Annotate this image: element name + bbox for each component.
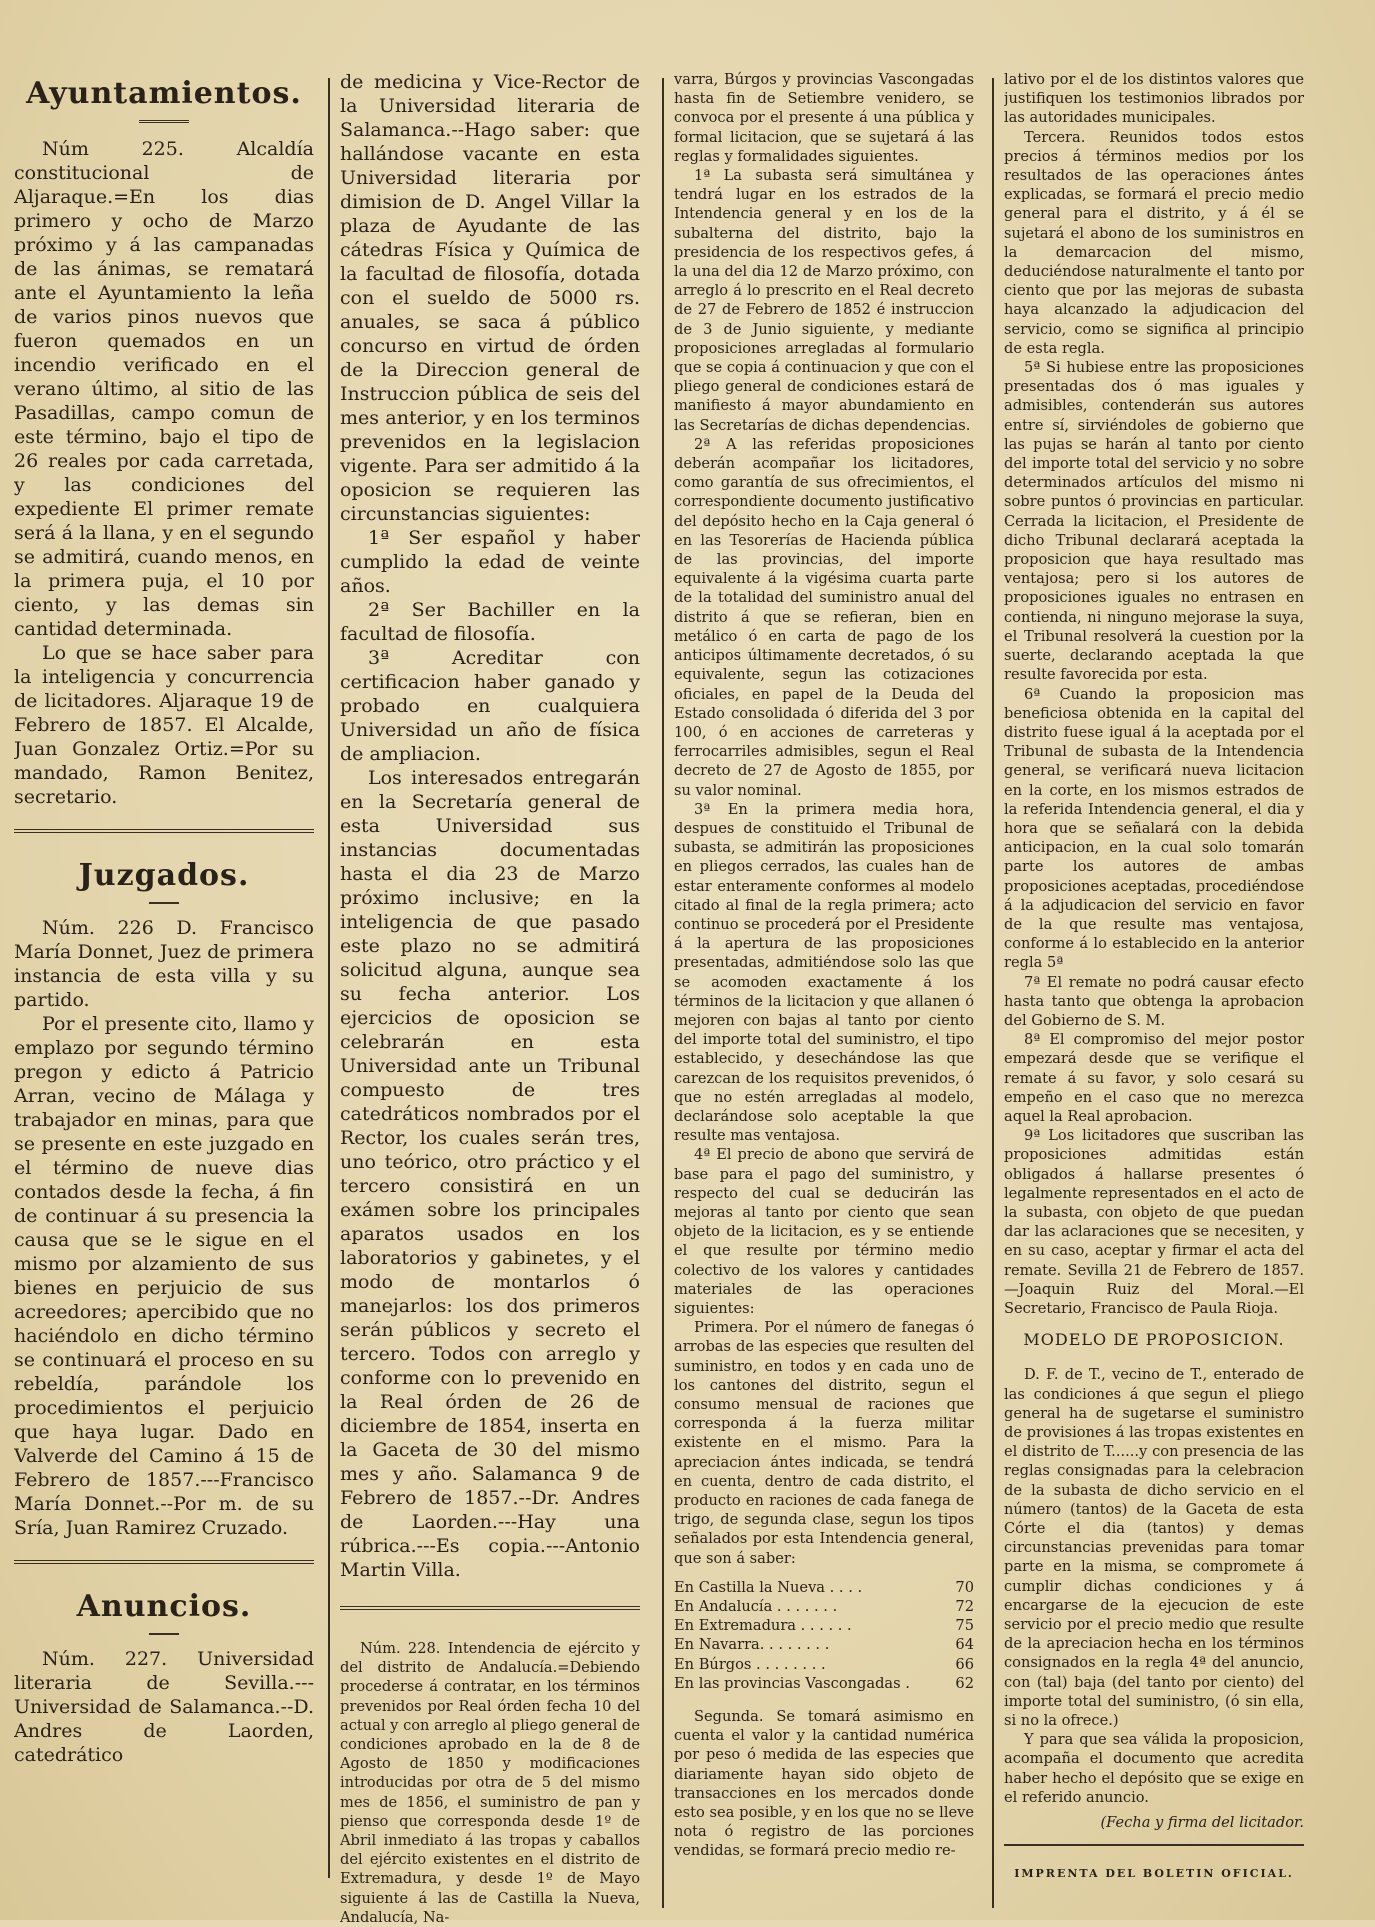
rule-5: 5ª Si hubiese entre las proposiciones presentadas dos ó mas iguales y admisibles, contenderán sus autores entre sí, sirviéndoles de gobierno que las pujas se harán al tanto por ciento del importe total del servicio y no sobre determinados artículos del mismo ni sobre puntos ó provincias en particular. Cerrada la licitacion, el Presidente de dicho Tribunal declarará aceptada la proposicion que haya resultado mas ventajosa; pero si los autores de proposiciones iguales no entrasen en contienda, ni ninguno mejorase la suya, el Tribunal resolverá la cuestion por la suerte, declarando aceptada la que resulte favorecida por esta. <box>1004 359 1304 684</box>
notice-227-closing: Los interesados entregarán en la Secretaría general de esta Universidad sus instancias documentadas hasta el dia 23 de Marzo próximo inclusive; en la inteligencia de que pasado este plazo no se admitirá solicitud alguna, aunque sea su fecha anterior. Los ejercicios de oposicion se celebrarán en esta Universidad ante un Tribunal compuesto de tres catedráticos nombrados por el Rector, los cuales serán tres, uno teórico, otro práctico y el tercero consistirá en un exámen sobre los principales aparatos usados en los laboratorios y gabinetes, y el modo de montarlos ó manejarlos: los dos primeros serán públicos y secreto el tercero. Todos con arreglo y conforme con lo prevenido en la Real órden de 26 de diciembre de 1854, inserta en la Gaceta de 30 del mismo mes y año. Salamanca 9 de Febrero de 1857.--Dr. Andres de Laorden.---Hay una rúbrica.---Es copia.---Antonio Martin Villa. <box>340 767 640 1581</box>
column-rule <box>992 78 994 1908</box>
model-closing: Y para que sea válida la proposicion, acompaña el documento que acredita haber hecho el depósito que se exige en el referido anuncio. <box>1004 1731 1304 1806</box>
column-rule <box>662 78 664 1908</box>
notice-226-body: Por el presente cito, llamo y emplazo por segundo término pregon y edicto á Patricio Arran, vecino de Málaga y trabajador en minas, para que se presente en este juzgado en el término de nueve dias contados desde la fecha, á fin de continuar á su presencia la causa que se le sigue en el mismo por alzamiento de sus bienes en perjuicio de sus acreedores; apercibido que no haciéndolo en dicho término se continuará el proceso en su rebeldía, parándole los procedimientos el perjuicio que haya lugar. Dado en Valverde del Camino á 15 de Febrero de 1857.---Francisco María Donnet.--Por m. de su Sría, Juan Ramirez Cruzado. <box>14 1013 314 1539</box>
rule-6: 6ª Cuando la proposicion mas beneficiosa obtenida en la capital del distrito fuese igual á la aceptada por el Tribunal de subasta de la Intendencia general, se verificará nueva licitacion en la corte, en los mismos estrados de la referida Intendencia general, el dia y hora que se señalará con la debida anticipacion, en la cual solo tomarán parte los autores de ambas proposiciones aceptadas, procediéndose á la adjudicacion del servicio en favor de la que resulte mas ventajosa, conforme á lo establecido en la anterior regla 5ª <box>1004 685 1304 972</box>
notice-225-closing: Lo que se hace saber para la inteligencia y concurrencia de licitadores. Aljaraque 19 de Febrero de 1857. El Alcalde, Juan Gonzalez Ortiz.=Por su mandado, Ramon Benitez, secretario. <box>14 642 314 808</box>
rule-7: 7ª El remate no podrá causar efecto hasta tanto que obtenga la aprobacion del Gobierno de S. M. <box>1004 973 1304 1029</box>
requirement-2: 2ª Ser Bachiller en la facultad de filosofía. <box>340 599 640 645</box>
column-1 <box>14 70 314 1767</box>
rule-3: 3ª En la primera media hora, despues de constituido el Tribunal de subasta, se admitirán las proposiciones en pliegos cerrados, las cuales han de estar enteramente conformes al modelo citado al final de la regla primera; acto continuo se procederá por el Presidente á la apertura de las proposiciones presentadas, admitiéndose solo las que se acomoden exactamente á los términos de la licitacion y que allanen ó mejoren con bajas al tanto por ciento del importe total del suministro, el tipo establecido, y desechándose las que carezcan de los requisitos prevenidos, ó que no estén arregladas al modelo, declarándose solo aceptable la que resulte mas ventajosa. <box>674 800 974 1145</box>
list-item: En Navarra. . . . . . . . 64 <box>674 1636 974 1654</box>
signature-line: (Fecha y firma del licitador. <box>1100 1814 1304 1832</box>
list-item: En Andalucía . . . . . . . 72 <box>674 1598 974 1616</box>
section-heading-juzgados: Juzgados. <box>78 858 250 893</box>
list-item: En Búrgos . . . . . . . . 66 <box>674 1655 974 1673</box>
notice-227-start: Núm. 227. Universidad literaria de Sevilla.---Universidad de Salamanca.--D. Andres de Laorden, catedrático <box>14 1648 314 1766</box>
column-3 <box>674 70 974 1861</box>
section-separator <box>14 829 314 836</box>
rule-2: 2ª A las referidas proposiciones deberán acompañar los licitadores, como garantía de sus ofrecimientos, el correspondiente documento justificativo del depósito hecho en la Caja general ó en las Tesorerías de Hacienda pública de las provincias, del importe equivalente á la vigésima cuarta parte de la totalidad del suministro anual del distrito á que se refieran, bien en metálico ó en carta de pago de los anticipos últimamente decretados, ó su equivalente, segun las cotizaciones oficiales, en papel de la Deuda del Estado consolidada ó diferida del 3 por 100, ó en acciones de carreteras y ferrocarriles admisibles, segun el Real decreto de 27 de Agosto de 1855, por su valor nominal. <box>674 435 974 799</box>
ornament-rule <box>149 1633 179 1635</box>
rule-4: 4ª El precio de abono que servirá de base para el pago del suministro, y respecto del cual se deducirán las mejoras al tanto por ciento que sean objeto de la licitacion, es y se entiende el que resulte por término medio colectivo de los valores y cantidades materiales de las operaciones siguientes: <box>674 1146 974 1317</box>
rule-8: 8ª El compromiso del mejor postor empezará desde que se verifique el remate á su favor, y solo cesará su empeño en el caso que no merezca aquel la Real aprobacion. <box>1004 1031 1304 1125</box>
ration-list <box>674 1578 974 1693</box>
rule-9: 9ª Los licitadores que suscriban las proposiciones admitidas están obligados á hallarse presentes ó legalmente representados en el acto de la subasta, con objeto de que puedan dar las aclaraciones que se necesiten, y en su caso, aceptar y firmar el acta del remate. Sevilla 21 de Febrero de 1857. —Joaquin Ruiz del Moral.—El Secretario, Francisco de Paula Rioja. <box>1004 1127 1304 1317</box>
rule-4-segunda: Segunda. Se tomará asimismo en cuenta el valor y la cantidad numérica por peso ó medida de las especies que diariamente hayan sido objeto de transacciones en los mercados donde esto sea posible, y en los que no se lleve nota ó registro de las porciones vendidas, se formará precio medio re- <box>674 1708 974 1860</box>
rule-4-continued: lativo por el de los distintos valores que justifiquen los testimonios librados por las autoridades municipales. <box>1004 71 1304 127</box>
column-4 <box>1004 70 1304 1883</box>
footer-rule <box>1004 1844 1304 1846</box>
rule-4-tercera: Tercera. Reunidos todos estos precios á términos medios por los resultados de las operaciones ántes explicadas, se formará el precio medio general para el distrito, y á él se sujetará el abono de los suministros en la demarcacion del mismo, deduciéndose naturalmente el tanto por ciento que por las mejoras de subasta haya alcanzado la adjudicacion del servicio, como se significa al principio de esta regla. <box>1004 128 1304 357</box>
column-rule <box>328 78 330 1878</box>
model-heading: MODELO DE PROPOSICION. <box>1023 1330 1285 1350</box>
list-item: En las provincias Vascongadas . 62 <box>674 1674 974 1692</box>
printer-imprint: IMPRENTA DEL BOLETIN OFICIAL. <box>1014 1867 1294 1881</box>
ornament-rule <box>149 902 179 904</box>
notice-228-continued: varra, Búrgos y provincias Vascongadas hasta fin de Setiembre venidero, se convoca por el presente á una pública y formal licitacion, que se sujetará á las reglas y formalidades siguientes. <box>674 71 974 165</box>
notice-225: Núm 225. Alcaldía constitucional de Aljaraque.=En los dias primero y ocho de Marzo próximo y á las campanadas de las ánimas, se rematará ante el Ayuntamiento la leña de varios pinos nuevos que fueron quemados en un incendio verificado en el verano último, al sitio de las Pasadillas, campo comun de este término, bajo el tipo de 26 reales por cada carretada, y las condiciones del expediente El primer remate será á la llana, y en el segundo se admitirá, cuando menos, en la primera puja, el 10 por ciento, y las demas sin cantidad determinada. <box>14 138 314 640</box>
requirement-1: 1ª Ser español y haber cumplido la edad de veinte años. <box>340 527 640 597</box>
rule-4-primera: Primera. Por el número de fanegas ó arrobas de las especies que resulten del suministro, en todos y en cada uno de los cantones del distrito, segun el consumo mensual de raciones que corresponda á la fuerza militar existente en el mismo. Para la apreciacion ántes indicada, se tendrá en cuenta, dentro de cada distrito, el producto en raciones de cada fanega de trigo, de segunda clase, segun los tipos señalados por esta Intendencia general, que son á saber: <box>674 1319 974 1567</box>
rule-1: 1ª La subasta será simultánea y tendrá lugar en los estrados de la Intendencia general y en los de la subalterna del distrito, bajo la presidencia de los respectivos gefes, á la una del dia 12 de Marzo próximo, con arreglo á lo prescrito en el Real decreto de 27 de Febrero de 1852 é instruccion de 3 de Junio siguiente, y mediante proposiciones arregladas al formulario que se copia á continuacion y que con el pliego general de condiciones estará de manifiesto á mayor abundamiento en las Secretarías de dichas dependencias. <box>674 167 974 434</box>
ornament-rule <box>139 120 189 125</box>
column-2 <box>340 70 640 1927</box>
model-body: D. F. de T., vecino de T., enterado de las condiciones á que segun el pliego general ha de sugetarse el suministro de provisiones á las tropas existentes en el distrito de T......y con presencia de las reglas consignadas para la celebracion de la subasta de dicho servicio en el número (tantos) de la Gaceta de esta Córte el dia (tantos) y demas circunstancias prevenidas para tomar parte en la misma, se compromete á cumplir dichas condiciones y á encargarse de la ejecucion de este servicio por el precio medio que resulte de la apreciacion hecha en los términos consignados en la regla 4ª del anuncio, con (tal) baja (del tanto por ciento) del importe total del suministro, (ó sin ella, si no la ofrece.) <box>1004 1366 1304 1730</box>
notice-226-title: Núm. 226 D. Francisco María Donnet, Juez de primera instancia de esta villa y su partido. <box>14 917 314 1011</box>
requirement-3: 3ª Acreditar con certificacion haber ganado y probado en cualquiera Universidad un año de física de ampliacion. <box>340 647 640 765</box>
section-heading-ayuntamientos: Ayuntamientos. <box>26 76 302 111</box>
list-item: En Extremadura . . . . . . 75 <box>674 1617 974 1635</box>
section-separator <box>340 1606 640 1613</box>
list-item: En Castilla la Nueva . . . . 70 <box>674 1578 974 1596</box>
section-heading-anuncios: Anuncios. <box>76 1589 252 1624</box>
notice-228-start: Núm. 228. Intendencia de ejército y del distrito de Andalucía.=Debiendo procederse á contratar, en los términos prevenidos por Real órden fecha 10 del actual y con arreglo al pliego general de condiciones aprobado en la de 8 de Agosto de 1850 y modificaciones introducidas por otra de 5 del mismo mes de 1856, el suministro de pan y pienso que corresponda desde 1º de Abril inmediato á las tropas y caballos del ejército existentes en el distrito de Extremadura, y desde 1º de Mayo siguiente á las de Castilla la Nueva, Andalucía, Na- <box>340 1640 640 1926</box>
notice-227-body: de medicina y Vice-Rector de la Universidad literaria de Salamanca.--Hago saber: que hallándose vacante en esta Universidad literaria por dimision de D. Angel Villar la plaza de Ayudante de las cátedras Física y Química de la facultad de filosofía, dotada con el sueldo de 5000 rs. anuales, se saca á público concurso en virtud de órden de la Direccion general de Instruccion pública de seis del mes anterior, y en los terminos prevenidos en la legislacion vigente. Para ser admitido á la oposicion se requieren las circunstancias siguientes: <box>340 71 640 525</box>
section-separator <box>14 1560 314 1567</box>
